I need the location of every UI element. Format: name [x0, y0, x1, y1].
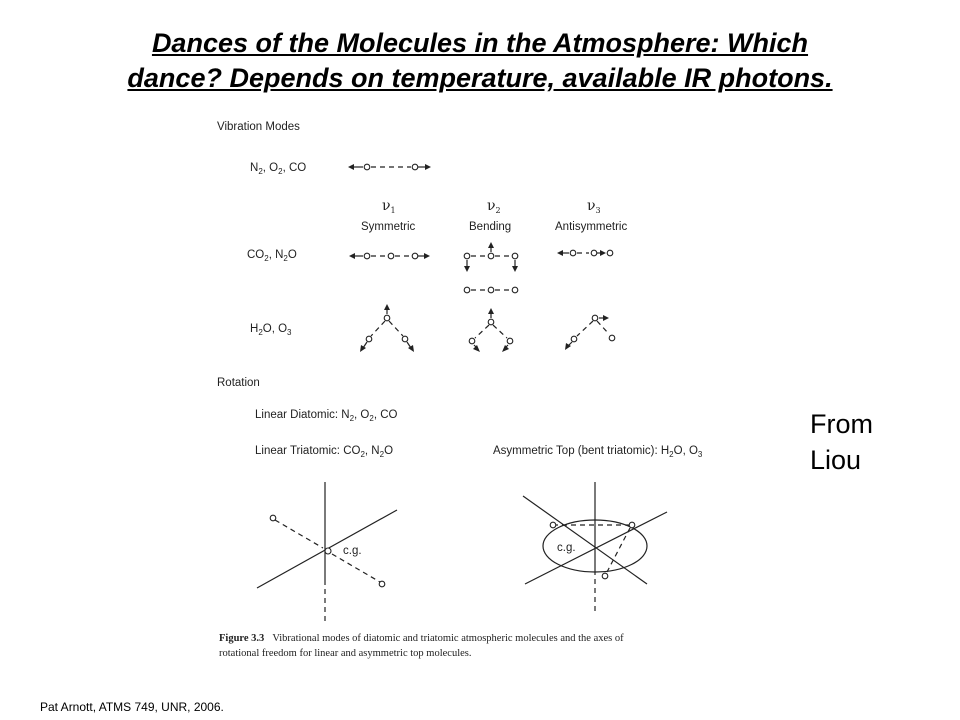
linear-diatomic-label: Linear Diatomic: $N_2$, $O_2$, CO: [255, 409, 398, 423]
footer-credit: Pat Arnott, ATMS 749, UNR, 2006.: [40, 700, 224, 714]
mode-antisymmetric-label: Antisymmetric: [555, 221, 628, 233]
co2-bending: [464, 242, 518, 293]
h2o-symmetric-stretch: [360, 304, 414, 352]
slide-title: [20, 26, 940, 96]
title-line-1: Dances of the Molecules in the Atmosphere: Which: [151, 28, 809, 58]
source-note-line-2: Liou: [810, 445, 862, 475]
mode-nu2-symbol: $\nu_2$: [487, 198, 501, 215]
mode-nu1-symbol: $\nu_1$: [382, 198, 396, 215]
vibration-modes-heading: Vibration Modes: [217, 121, 300, 133]
row-label-bent-triatomic: $H_2O$, $O_3$: [250, 323, 292, 337]
figure-caption-line-2: rotational freedom for linear and asymmetric top molecules.: [219, 648, 472, 659]
row-label-diatomic: $N_2$, $O_2$, CO: [250, 162, 307, 176]
cg-label-linear: c.g.: [343, 545, 362, 557]
source-note: [810, 406, 873, 478]
mode-bending-label: Bending: [469, 221, 512, 233]
mode-symmetric-label: Symmetric: [361, 221, 416, 233]
cg-label-asymmetric: c.g.: [557, 542, 576, 554]
rotation-heading: Rotation: [217, 377, 260, 389]
asymmetric-top-rotation-axes: [523, 482, 667, 612]
co2-antisymmetric-stretch: [557, 250, 613, 256]
asymmetric-top-label: Asymmetric Top (bent triatomic): $H_2O$, $O_3$: [493, 445, 703, 459]
source-note-line-1: From: [810, 409, 873, 439]
co2-symmetric-stretch: [349, 253, 430, 259]
title-line-2: dance? Depends on temperature, available IR photons.: [127, 63, 833, 93]
vibration-rotation-figure: [205, 110, 765, 670]
linear-rotation-axes: [257, 482, 397, 622]
diatomic-stretch: [348, 164, 431, 170]
h2o-bending: [469, 308, 513, 352]
h2o-antisymmetric-stretch: [565, 315, 615, 350]
figure-caption-line-1: Figure 3.3 Vibrational modes of diatomic and triatomic atmospheric molecules and the axes of: [219, 633, 624, 644]
linear-triatomic-label: Linear Triatomic: $CO_2$, $N_2O$: [255, 445, 394, 459]
row-label-linear-triatomic: $CO_2$, $N_2O$: [247, 249, 297, 263]
mode-nu3-symbol: $\nu_3$: [587, 198, 601, 215]
